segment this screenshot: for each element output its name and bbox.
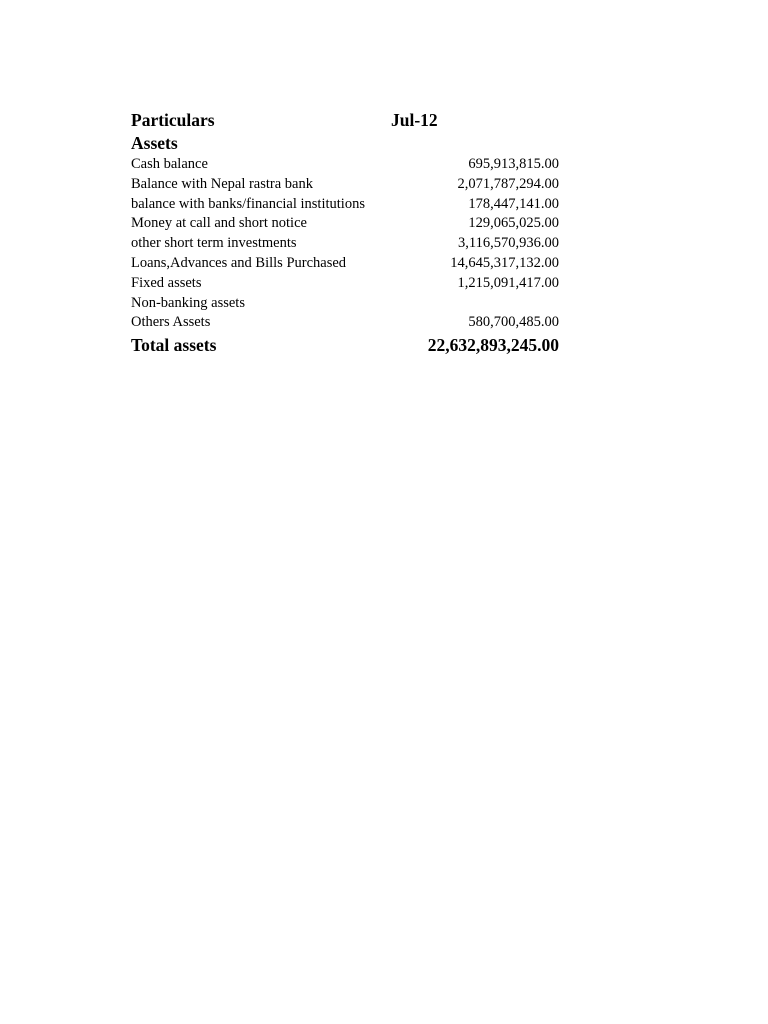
total-value: 22,632,893,245.00 [427, 335, 559, 356]
row-value: 580,700,485.00 [468, 314, 559, 331]
table-row [131, 313, 561, 333]
row-label: other short term investments [131, 235, 297, 252]
total-row [131, 333, 561, 357]
balance-sheet-table [131, 108, 561, 357]
row-label: Balance with Nepal rastra bank [131, 175, 313, 192]
row-label: Fixed assets [131, 274, 202, 291]
total-label: Total assets [131, 335, 217, 356]
table-row [131, 214, 561, 234]
date-column-header: Jul-12 [391, 110, 438, 130]
row-label: Non-banking assets [131, 294, 245, 311]
row-value: 695,913,815.00 [468, 156, 559, 172]
row-value: 14,645,317,132.00 [450, 254, 559, 271]
row-value: 129,065,025.00 [468, 215, 559, 232]
section-title: Assets [131, 133, 178, 153]
row-label: Cash balance [131, 156, 208, 172]
row-value: 3,116,570,936.00 [458, 235, 559, 252]
row-value: 2,071,787,294.00 [457, 175, 559, 192]
row-label: Loans,Advances and Bills Purchased [131, 254, 347, 271]
section-title-row [131, 132, 561, 155]
table-row [131, 294, 561, 314]
table-row [131, 175, 561, 195]
particulars-header: Particulars [131, 110, 215, 130]
row-label: balance with banks/financial institutions [131, 195, 365, 212]
table-row [131, 254, 561, 274]
row-label: Others Assets [131, 314, 211, 331]
table-header-row [131, 108, 561, 132]
table-row [131, 274, 561, 294]
table-row [131, 195, 561, 215]
table-row [131, 234, 561, 254]
table-row [131, 155, 561, 175]
row-value: 1,215,091,417.00 [457, 274, 559, 291]
row-value: 178,447,141.00 [468, 195, 559, 212]
row-label: Money at call and short notice [131, 215, 307, 232]
